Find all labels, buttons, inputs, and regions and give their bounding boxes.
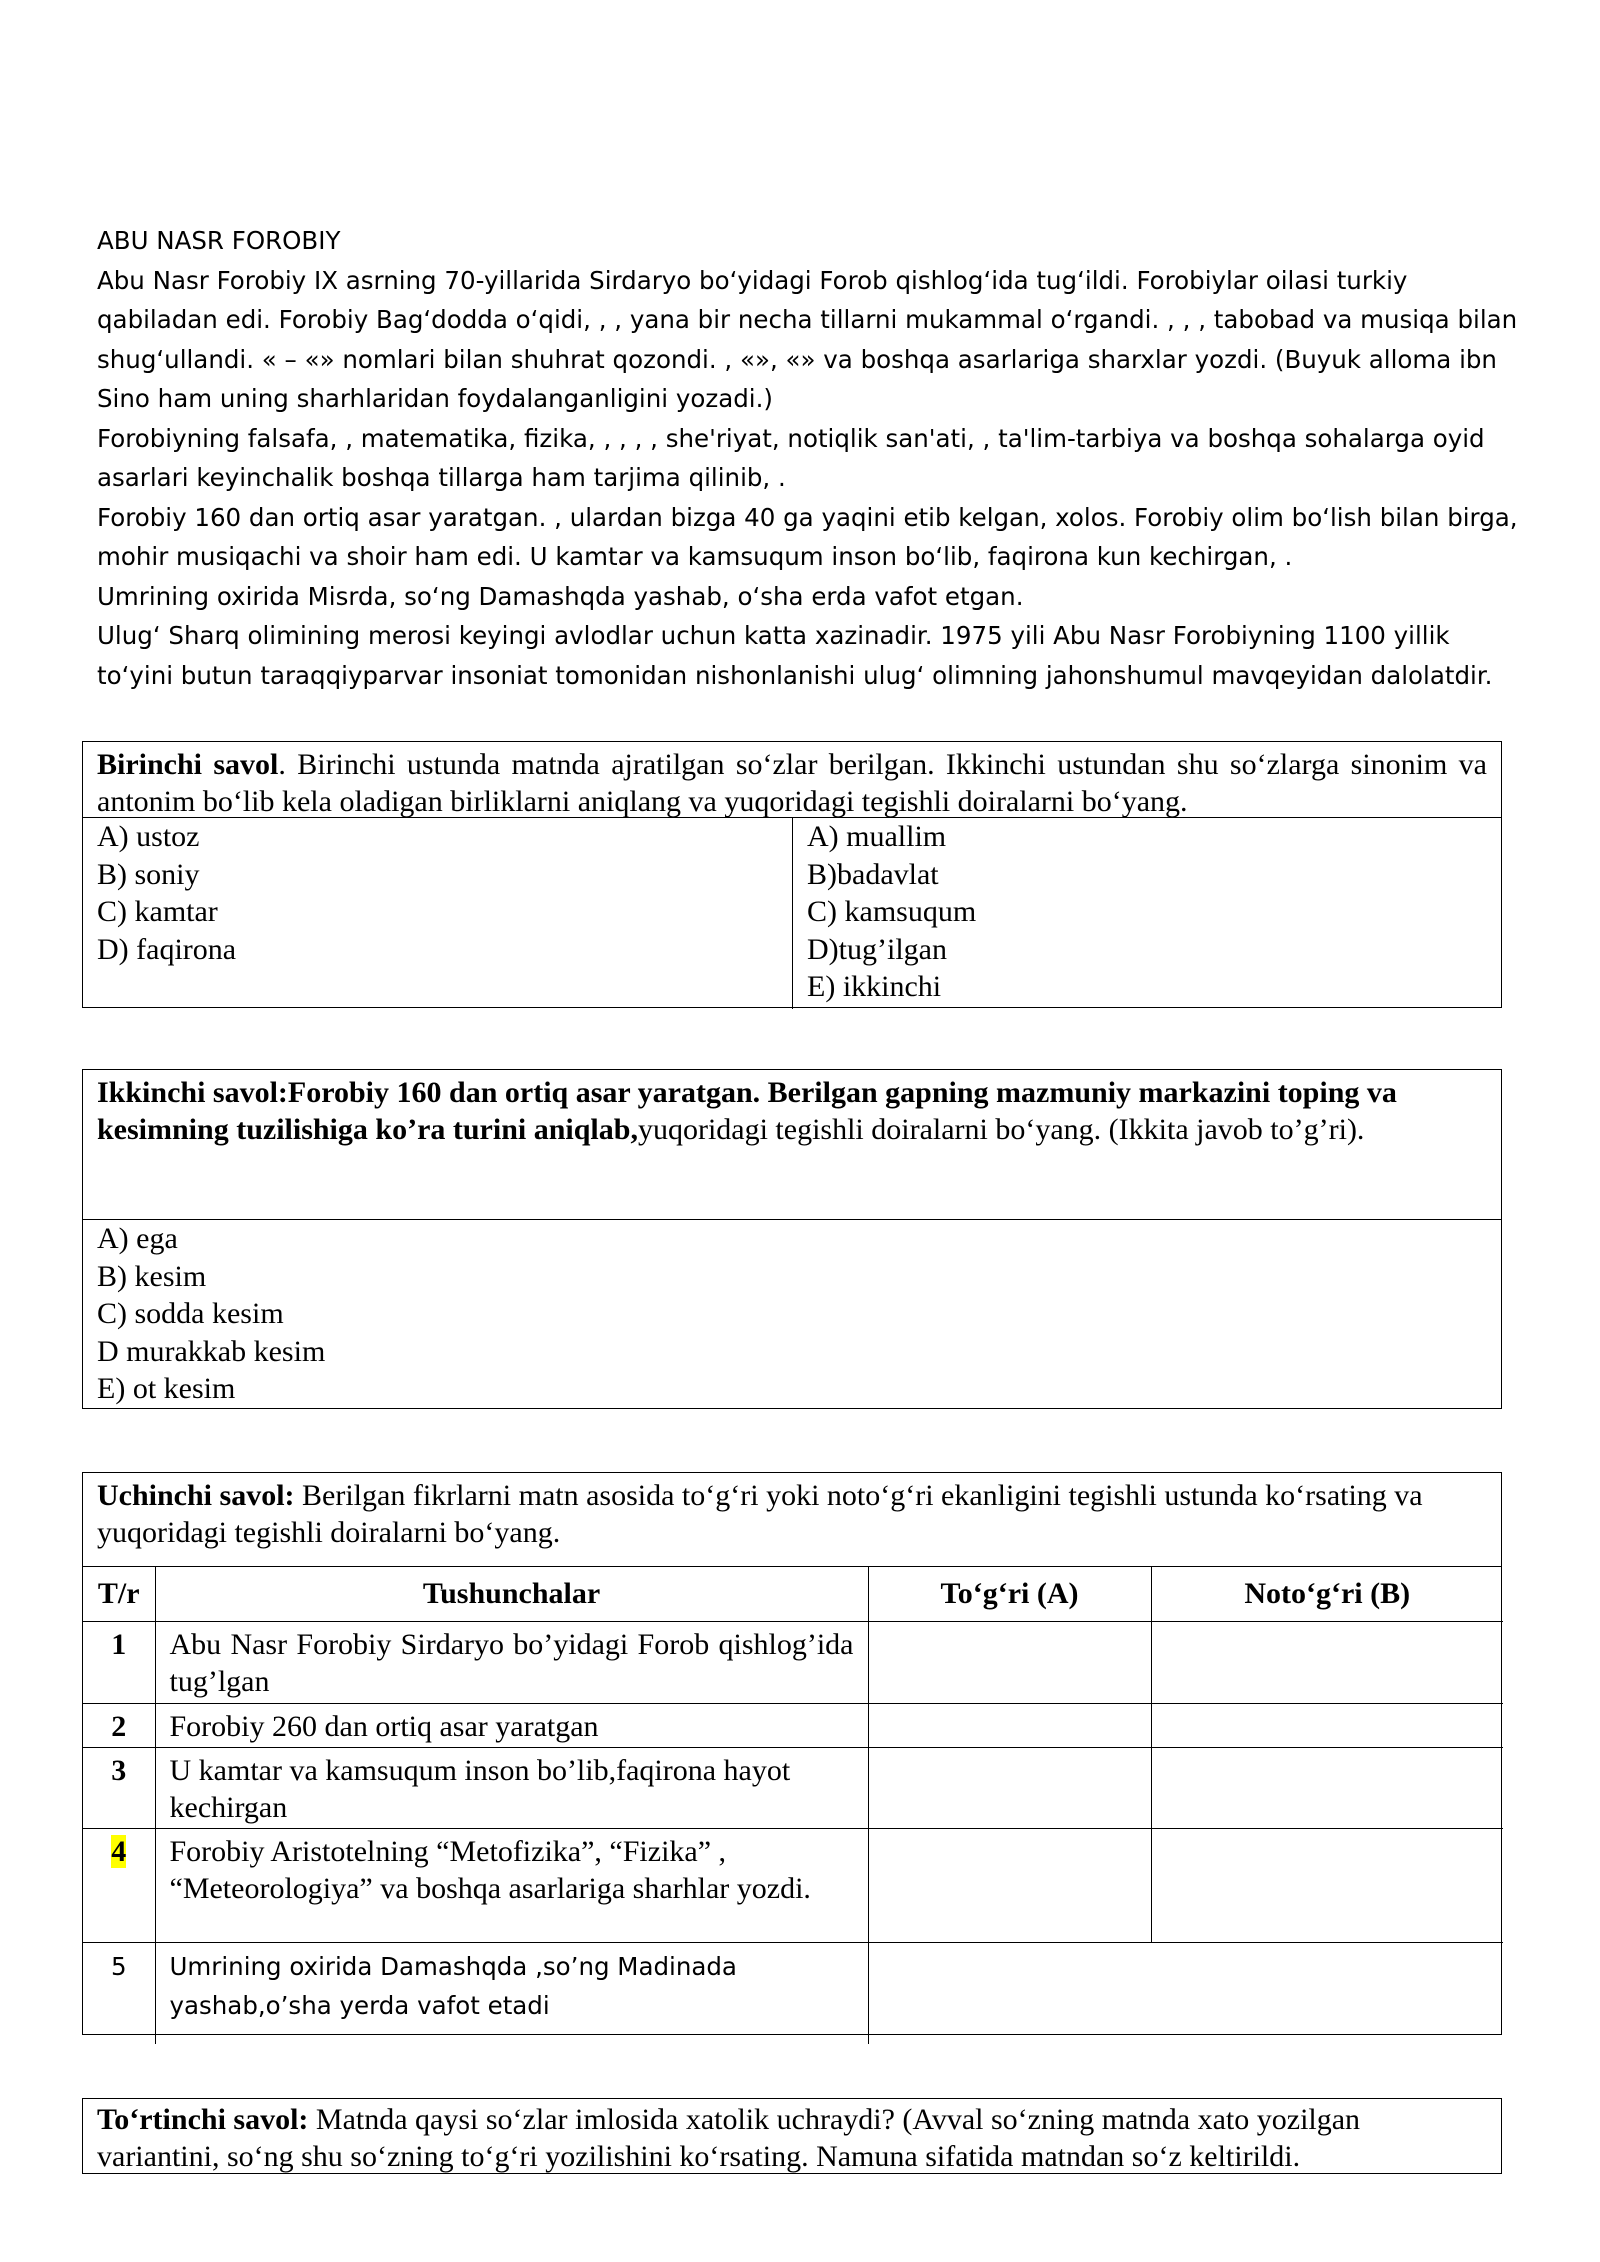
left-option: B) soniy: [97, 857, 200, 891]
passage-paragraph: Forobiyning falsafa, , matematika, fizika, , , , , she'riyat, notiqlik san'ati, , ta'lim-tarbiya va boshqa sohalarga oyid asarlari keyinchalik boshqa tillarga ham tarjima qilinib, .: [97, 423, 1485, 492]
passage-paragraph: Forobiy 160 dan ortiq asar yaratgan. , ulardan bizga 40 ga yaqini etib kelgan, xolos. Forobiy olim boʻlish bilan birga, mohir musiqachi va shoir ham edi. U kamtar va kamsuqum inson boʻlib, faqirona kun kechirgan, .: [97, 502, 1518, 571]
question-3-text: Berilgan fikrlarni matn asosida toʻgʻri yoki notoʻgʻri ekanligini tegishli ustunda koʻrsating va yuqoridagi tegishli doiralarni boʻyang.: [97, 1479, 1423, 1549]
table-row: [83, 1622, 1503, 1704]
row-number: 3: [83, 1748, 155, 1829]
column-header: T/r: [83, 1567, 155, 1622]
false-cell[interactable]: [1151, 1622, 1503, 1704]
question-4-prompt: [83, 2099, 1501, 2175]
passage-paragraph: Ulugʻ Sharq olimining merosi keyingi avlodlar uchun katta xazinadir. 1975 yili Abu Nasr Forobiyning 1100 yillik toʻyini butun taraqqiyparvar insoniat tomonidan nishonlanishi ulugʻ olimning jahonshumul mavqeyidan dalolatdir.: [97, 621, 1493, 690]
right-option: D)tug’ilgan: [807, 932, 947, 966]
column-header: Toʻgʻri (A): [868, 1567, 1151, 1622]
answer-cell[interactable]: [868, 1943, 1503, 2044]
true-cell[interactable]: [868, 1622, 1151, 1704]
false-cell[interactable]: [1151, 1704, 1503, 1748]
question-1-box: [82, 741, 1502, 1008]
true-cell[interactable]: [868, 1704, 1151, 1748]
passage-paragraph: Umrining oxirida Misrda, soʻng Damashqda yashab, oʻsha erda vafot etgan.: [97, 581, 1024, 611]
answer-option: A) ega: [97, 1222, 178, 1255]
highlighted-row-number: 4: [111, 1835, 127, 1868]
true-cell[interactable]: [868, 1748, 1151, 1829]
table-row: [83, 1829, 1503, 1943]
row-statement: Forobiy 260 dan ortiq asar yaratgan: [155, 1704, 868, 1748]
question-2-options: [83, 1220, 1501, 1408]
row-statement: U kamtar va kamsuqum inson bo’lib,faqirona hayot kechirgan: [155, 1748, 868, 1829]
row-number: 1: [83, 1622, 155, 1704]
true-false-table: [83, 1567, 1503, 2044]
table-row: [83, 1748, 1503, 1829]
true-cell[interactable]: [868, 1829, 1151, 1943]
passage-paragraph: Abu Nasr Forobiy IX asrning 70-yillarida Sirdaryo boʻyidagi Forob qishlogʻida tugʻildi. Forobiylar oilasi turkiy qabiladan edi. Forobiy Bagʻdodda oʻqidi, , , yana bir necha tillarni mukammal oʻrgandi. , , , tabobad va musiqa bilan shugʻullandi. « – «» nomlari bilan shuhrat qozondi. , «», «» va boshqa asarlariga sharxlar yozdi. (Buyuk alloma ibn Sino ham uning sharhlaridan foydalanganligini yozadi.): [97, 265, 1518, 413]
right-option: B)badavlat: [807, 857, 939, 891]
question-3-prompt: [83, 1473, 1501, 1567]
row-statement: Umrining oxirida Damashqda ,so’ng Madinada yashab,o’sha yerda vafot etadi: [155, 1943, 868, 2044]
question-2-title: Ikkinchi savol:Forobiy 160 dan ortiq asar yaratgan. Berilgan gapning mazmuniy markazini toping va kesimning tuzilishiga ko’ra turini aniqlab,: [97, 1076, 1397, 1146]
left-option: A) ustoz: [97, 820, 200, 853]
row-number: 5: [83, 1943, 155, 2044]
answer-option: E) ot kesim: [97, 1372, 236, 1405]
question-3-title: Uchinchi savol:: [97, 1479, 295, 1512]
question-3-box: [82, 1472, 1502, 2035]
false-cell[interactable]: [1151, 1748, 1503, 1829]
answer-option: B) kesim: [97, 1259, 207, 1293]
question-1-title: Birinchi savol: [97, 748, 279, 781]
question-1-right-column: [792, 818, 1501, 1009]
column-header: Notoʻgʻri (B): [1151, 1567, 1503, 1622]
table-header-row: [83, 1567, 1503, 1622]
row-number: 2: [83, 1704, 155, 1748]
left-option: C) kamtar: [97, 895, 218, 928]
answer-option: D murakkab kesim: [97, 1334, 326, 1368]
row-statement: Abu Nasr Forobiy Sirdaryo bo’yidagi Forob qishlog’ida tug’lgan: [155, 1622, 868, 1704]
column-header: Tushunchalar: [155, 1567, 868, 1622]
question-2-box: [82, 1069, 1502, 1409]
false-cell[interactable]: [1151, 1829, 1503, 1943]
right-option: A) muallim: [807, 820, 947, 853]
reading-passage: [97, 221, 1527, 695]
right-option: E) ikkinchi: [807, 970, 942, 1003]
question-2-prompt: [83, 1070, 1501, 1220]
question-1-text: . Birinchi ustunda matnda ajratilgan soʻzlar berilgan. Ikkinchi ustundan shu soʻzlarga sinonim va antonim boʻlib kela oladigan birliklarni aniqlang va yuqoridagi tegishli doiralarni boʻyang.: [97, 748, 1487, 818]
row-number: [83, 1829, 155, 1943]
question-1-left-column: [83, 818, 792, 1009]
question-1-prompt: [83, 742, 1501, 818]
question-2-text: yuqoridagi tegishli doiralarni boʻyang. (Ikkita javob to’g’ri).: [637, 1113, 1365, 1146]
table-row: [83, 1943, 1503, 2044]
question-4-title: Toʻrtinchi savol:: [97, 2103, 309, 2136]
question-4-text: Matnda qaysi soʻzlar imlosida xatolik uchraydi? (Avval soʻzning matnda xato yozilgan variantini, soʻng shu soʻzning toʻgʻri yozilishini koʻrsating. Namuna sifatida matndan soʻz keltirildi.: [97, 2103, 1361, 2173]
row-statement: Forobiy Aristotelning “Metofizika”, “Fizika” , “Meteorologiya” va boshqa asarlariga sharhlar yozdi.: [155, 1829, 868, 1943]
question-4-box: [82, 2098, 1502, 2174]
left-option: D) faqirona: [97, 932, 237, 966]
right-option: C) kamsuqum: [807, 895, 977, 928]
answer-option: C) sodda kesim: [97, 1297, 284, 1330]
passage-title: ABU NASR FOROBIY: [97, 226, 341, 255]
table-row: [83, 1704, 1503, 1748]
